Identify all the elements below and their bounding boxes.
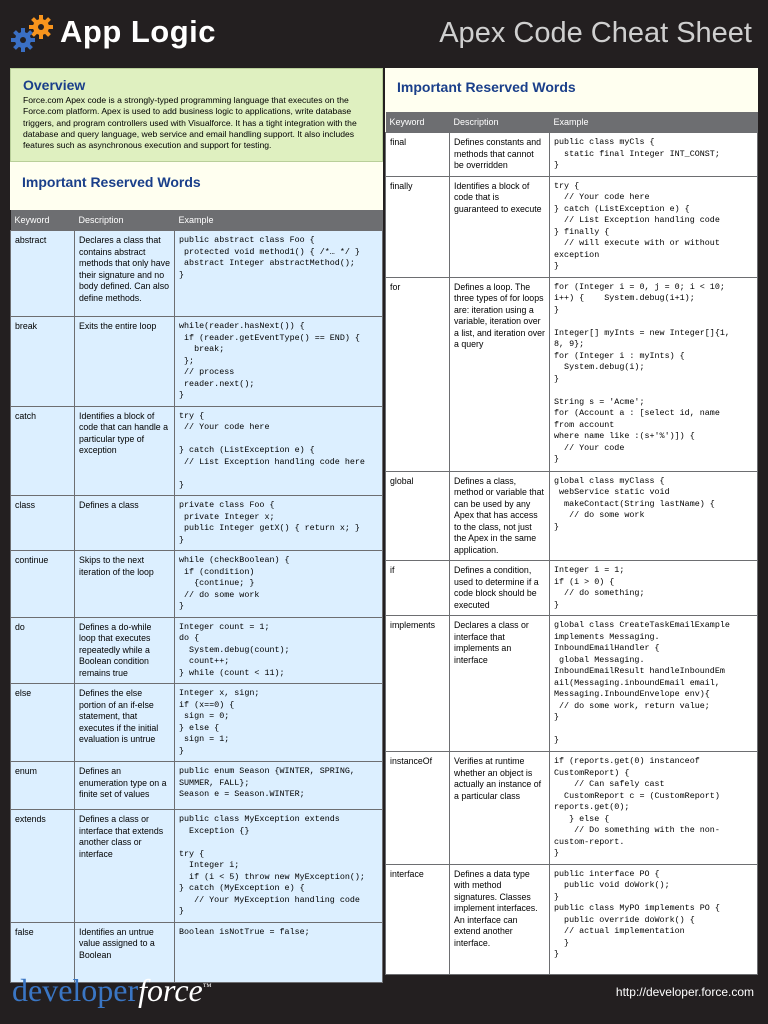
example-cell: public class myCls { static final Integer INT_CONST; } [550, 133, 758, 177]
example-cell: Integer count = 1; do { System.debug(count); count++; } while (count < 11); [175, 617, 383, 684]
table-row [11, 317, 383, 407]
table-row [11, 496, 383, 551]
description-cell: Defines a loop. The three types of for loops are: iteration using a variable, iteration over a list, and iteration over a query [450, 277, 550, 471]
example-cell: try { // Your code here } catch (ListException e) { // List Exception handling code } finally { // will execute with or without exception } [550, 176, 758, 277]
keyword-cell: finally [386, 176, 450, 277]
example-cell: global class CreateTaskEmailExample implements Messaging. InboundEmailHandler { global Messaging. InboundEmailResult handleInboundEm ail(Messaging.inboundEmail email, Messaging.InboundEnvelope env){ // do some work, return value; } } [550, 616, 758, 752]
table-row [386, 616, 758, 752]
keyword-cell: false [11, 922, 75, 982]
table-row [11, 406, 383, 496]
overview-panel [10, 68, 383, 162]
example-cell: while (checkBoolean) { if (condition) {continue; } // do some work } [175, 551, 383, 618]
table-row [386, 752, 758, 865]
table-row [386, 561, 758, 616]
keyword-cell: class [11, 496, 75, 551]
example-cell: public enum Season {WINTER, SPRING, SUMMER, FALL}; Season e = Season.WINTER; [175, 762, 383, 810]
footer [0, 960, 768, 1024]
left-column [10, 68, 383, 959]
description-header: Description [450, 112, 550, 133]
logo-tm: ™ [202, 981, 212, 992]
description-cell: Identifies a block of code that can handle a particular type of exception [75, 406, 175, 496]
table-row [386, 176, 758, 277]
description-cell: Defines a class, method or variable that can be used by any Apex that has access to the class, not just the Apex in the same application. [450, 471, 550, 561]
logo-force: force [138, 972, 203, 1008]
example-cell: Integer x, sign; if (x==0) { sign = 0; } else { sign = 1; } [175, 684, 383, 762]
table-row [11, 810, 383, 923]
table-row [11, 231, 383, 317]
keyword-cell: break [11, 317, 75, 407]
example-header: Example [550, 112, 758, 133]
keyword-cell: for [386, 277, 450, 471]
example-cell: private class Foo { private Integer x; public Integer getX() { return x; } } [175, 496, 383, 551]
description-cell: Defines a do-while loop that executes repeatedly while a Boolean condition remains true [75, 617, 175, 684]
table-row [11, 762, 383, 810]
description-cell: Defines constants and methods that cannot be overridden [450, 133, 550, 177]
overview-text: Force.com Apex code is a strongly-typed programming language that executes on the Force.com platform. Apex is used to add business logic to applications, write database triggers, and program controllers used with Visualforce. It has a tight integration with the database and query language, web service and email handling support. It also includes features such as asynchronous execution and support for testing. [23, 95, 357, 151]
keyword-cell: else [11, 684, 75, 762]
example-cell: if (reports.get(0) instanceof CustomReport) { // Can safely cast CustomReport c = (CustomReport) reports.get(0); } else { // Do something with the non- custom-report. } [550, 752, 758, 865]
table-row [386, 864, 758, 974]
description-cell: Defines the else portion of an if-else statement, that executes if the initial evaluation is untrue [75, 684, 175, 762]
left-section-title: Important Reserved Words [10, 162, 383, 210]
example-cell: while(reader.hasNext()) { if (reader.getEventType() == END) { break; }; // process reader.next(); } [175, 317, 383, 407]
example-cell: try { // Your code here } catch (ListException e) { // List Exception handling code here } [175, 406, 383, 496]
left-reserved-words-table [10, 210, 383, 983]
table-row [11, 551, 383, 618]
description-cell: Exits the entire loop [75, 317, 175, 407]
keyword-cell: abstract [11, 231, 75, 317]
keyword-header: Keyword [386, 112, 450, 133]
logo-developer: developer [12, 972, 139, 1008]
description-cell: Defines an enumeration type on a finite set of values [75, 762, 175, 810]
left-table-body [11, 231, 383, 983]
example-cell: global class myClass { webService static void makeContact(String lastName) { // do some work } [550, 471, 758, 561]
description-cell: Defines a class or interface that extends another class or interface [75, 810, 175, 923]
example-cell: public interface PO { public void doWork(); } public class MyPO implements PO { public override doWork() { // actual implementation } } [550, 864, 758, 974]
example-cell: Integer i = 1; if (i > 0) { // do something; } [550, 561, 758, 616]
header [0, 0, 768, 66]
keyword-cell: do [11, 617, 75, 684]
keyword-cell: extends [11, 810, 75, 923]
keyword-cell: if [386, 561, 450, 616]
example-cell: public class MyException extends Exception {} try { Integer i; if (i < 5) throw new MyException(); } catch (MyException e) { // Your MyException handling code } [175, 810, 383, 923]
app-title: App Logic [60, 14, 217, 49]
keyword-cell: final [386, 133, 450, 177]
table-row [386, 277, 758, 471]
keyword-cell: implements [386, 616, 450, 752]
table-row [386, 133, 758, 177]
description-cell: Identifies a block of code that is guaranteed to execute [450, 176, 550, 277]
footer-url-link[interactable]: http://developer.force.com [615, 985, 754, 999]
example-cell: Boolean isNotTrue = false; [175, 922, 383, 982]
developerforce-logo[interactable] [12, 972, 212, 1009]
description-cell: Verifies at runtime whether an object is actually an instance of a particular class [450, 752, 550, 865]
description-header: Description [75, 210, 175, 231]
description-cell: Defines a condition, used to determine if a code block should be executed [450, 561, 550, 616]
description-cell: Skips to the next iteration of the loop [75, 551, 175, 618]
description-cell: Declares a class or interface that implements an interface [450, 616, 550, 752]
right-column [385, 68, 758, 959]
keyword-cell: global [386, 471, 450, 561]
description-cell: Defines a data type with method signatures. Classes implement interfaces. An interface can extend another interface. [450, 864, 550, 974]
description-cell: Defines a class [75, 496, 175, 551]
keyword-header: Keyword [11, 210, 75, 231]
right-table-body [386, 133, 758, 975]
keyword-cell: instanceOf [386, 752, 450, 865]
description-cell: Identifies an untrue value assigned to a Boolean [75, 922, 175, 982]
table-row [386, 471, 758, 561]
sheet-title: Apex Code Cheat Sheet [439, 17, 752, 49]
description-cell: Declares a class that contains abstract methods that only have their signature and no body defined. Can also define methods. [75, 231, 175, 317]
gears-icon [10, 14, 56, 52]
keyword-cell: enum [11, 762, 75, 810]
keyword-cell: continue [11, 551, 75, 618]
example-header: Example [175, 210, 383, 231]
table-row [11, 684, 383, 762]
overview-title: Overview [23, 77, 86, 93]
example-cell: public abstract class Foo { protected void method1() { /*… */ } abstract Integer abstractMethod(); } [175, 231, 383, 317]
example-cell: for (Integer i = 0, j = 0; i < 10; i++) { System.debug(i+1); } Integer[] myInts = new Integer[]{1, 8, 9}; for (Integer i : myInts) { System.debug(i); } String s = 'Acme'; for (Account a : [select id, name from account where name like :(s+'%')]) { // Your code } [550, 277, 758, 471]
keyword-cell: interface [386, 864, 450, 974]
right-section-title: Important Reserved Words [397, 79, 576, 95]
keyword-cell: catch [11, 406, 75, 496]
table-row [11, 617, 383, 684]
right-reserved-words-table [385, 112, 758, 975]
